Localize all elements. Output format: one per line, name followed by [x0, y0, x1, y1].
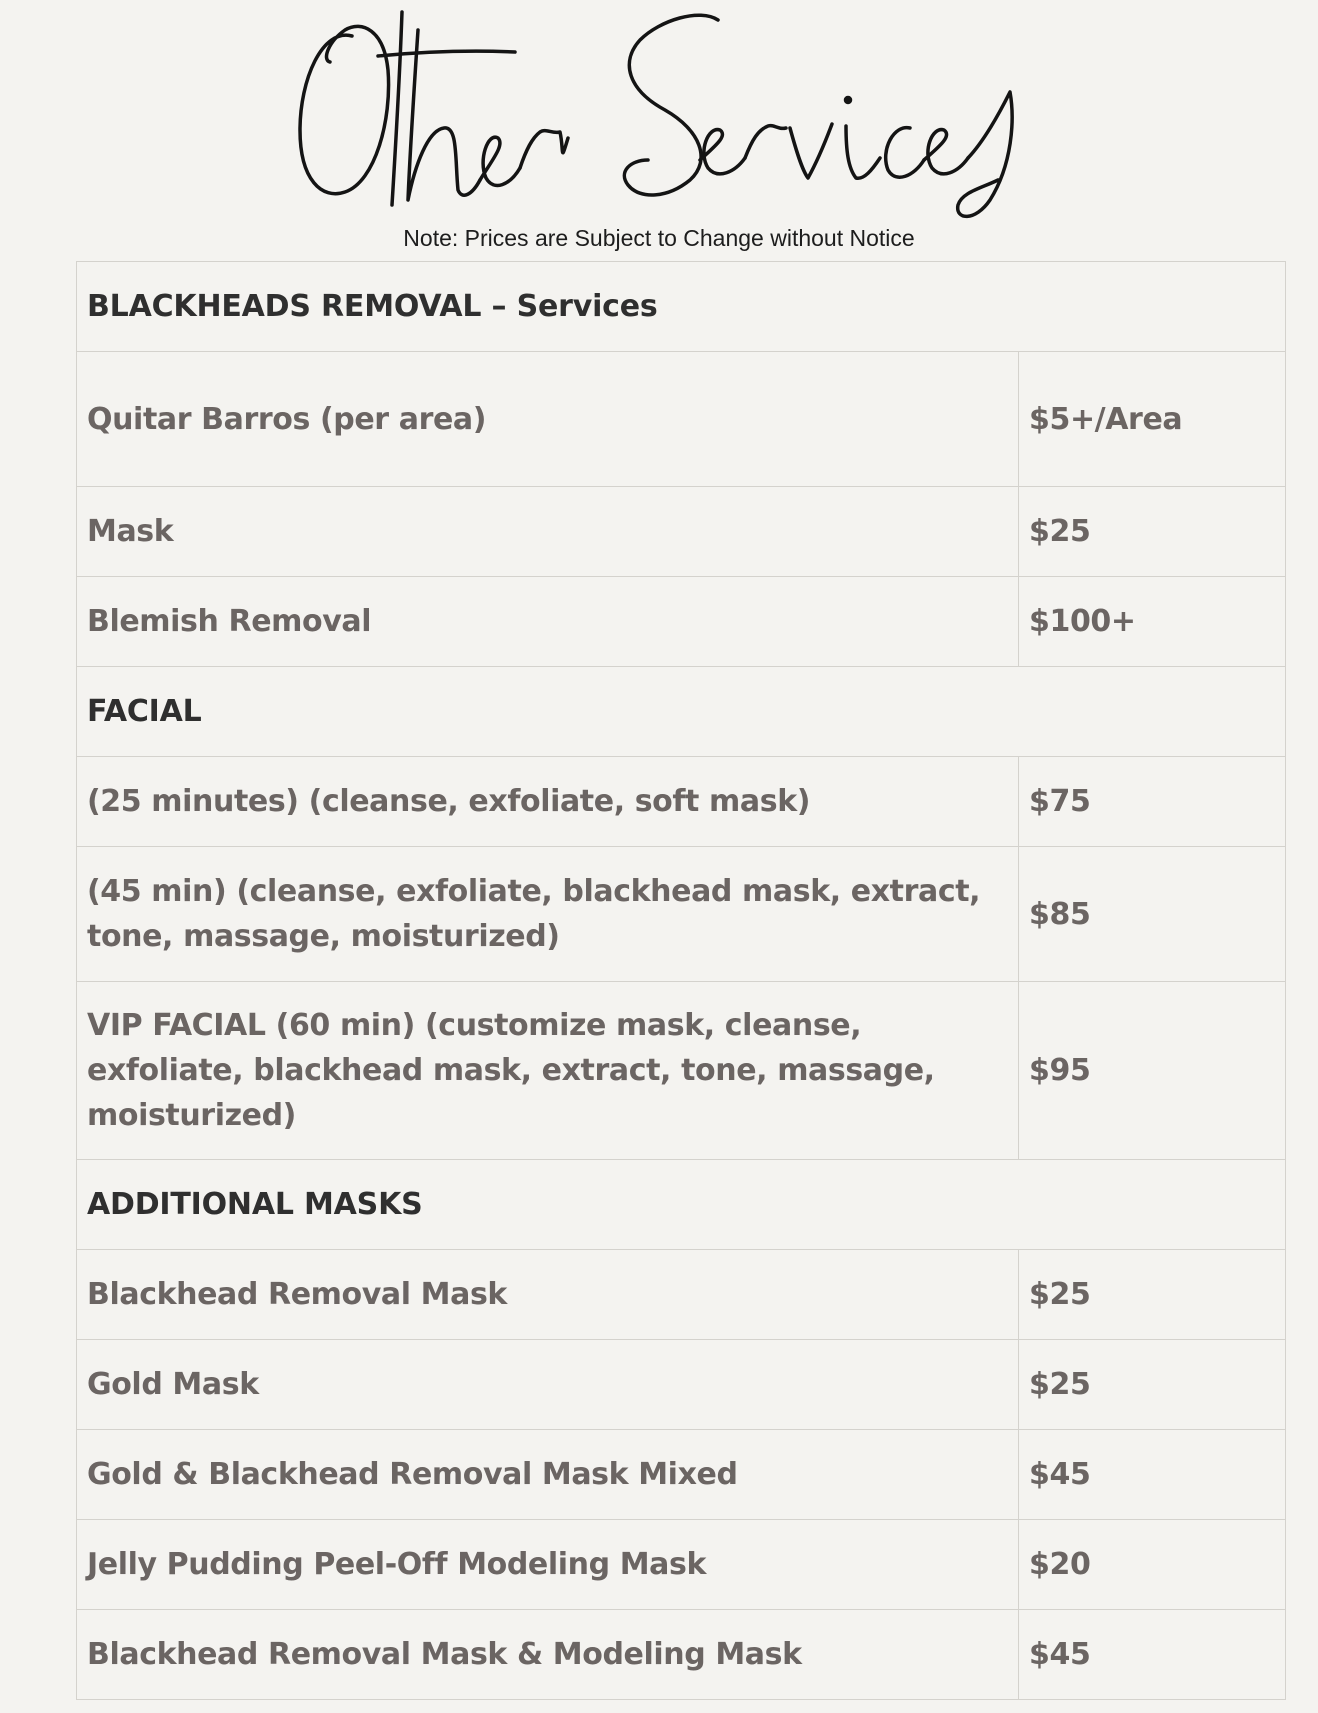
- table-row: [77, 1340, 1286, 1430]
- service-price: $75: [1019, 757, 1286, 847]
- service-price: $20: [1019, 1520, 1286, 1610]
- section-heading: ADDITIONAL MASKS: [77, 1160, 1286, 1250]
- price-change-note: Note: Prices are Subject to Change without Notice: [403, 225, 915, 251]
- service-name: Blackhead Removal Mask & Modeling Mask: [77, 1610, 1019, 1700]
- service-price: $5+/Area: [1019, 352, 1286, 487]
- service-name: Gold & Blackhead Removal Mask Mixed: [77, 1430, 1019, 1520]
- service-price: $45: [1019, 1610, 1286, 1700]
- table-row: [77, 847, 1286, 982]
- table-row: [77, 352, 1286, 487]
- service-name: (25 minutes) (cleanse, exfoliate, soft mask): [77, 757, 1019, 847]
- service-name: VIP FACIAL (60 min) (customize mask, cleanse, exfoliate, blackhead mask, extract, tone, massage, moisturized): [77, 982, 1019, 1160]
- service-name: Blackhead Removal Mask: [77, 1250, 1019, 1340]
- service-name: Blemish Removal: [77, 577, 1019, 667]
- table-row: [77, 1430, 1286, 1520]
- service-price: $100+: [1019, 577, 1286, 667]
- section-heading: FACIAL: [77, 667, 1286, 757]
- table-row: [77, 1610, 1286, 1700]
- table-row: [77, 1250, 1286, 1340]
- section-header-row: [77, 262, 1286, 352]
- service-name: (45 min) (cleanse, exfoliate, blackhead mask, extract, tone, massage, moisturized): [77, 847, 1019, 982]
- table-row: [77, 1520, 1286, 1610]
- table-row: [77, 982, 1286, 1160]
- section-heading: BLACKHEADS REMOVAL – Services: [77, 262, 1286, 352]
- table-row: [77, 577, 1286, 667]
- service-price: $95: [1019, 982, 1286, 1160]
- table-row: [77, 757, 1286, 847]
- service-price: $25: [1019, 1340, 1286, 1430]
- service-name: Jelly Pudding Peel-Off Modeling Mask: [77, 1520, 1019, 1610]
- service-price: $25: [1019, 487, 1286, 577]
- service-price: $85: [1019, 847, 1286, 982]
- section-header-row: [77, 667, 1286, 757]
- service-name: Quitar Barros (per area): [77, 352, 1019, 487]
- table-row: [77, 487, 1286, 577]
- section-header-row: [77, 1160, 1286, 1250]
- price-table: [76, 261, 1286, 1700]
- service-price: $25: [1019, 1250, 1286, 1340]
- service-price: $45: [1019, 1430, 1286, 1520]
- service-name: Gold Mask: [77, 1340, 1019, 1430]
- service-name: Mask: [77, 487, 1019, 577]
- page-title: [0, 0, 1318, 225]
